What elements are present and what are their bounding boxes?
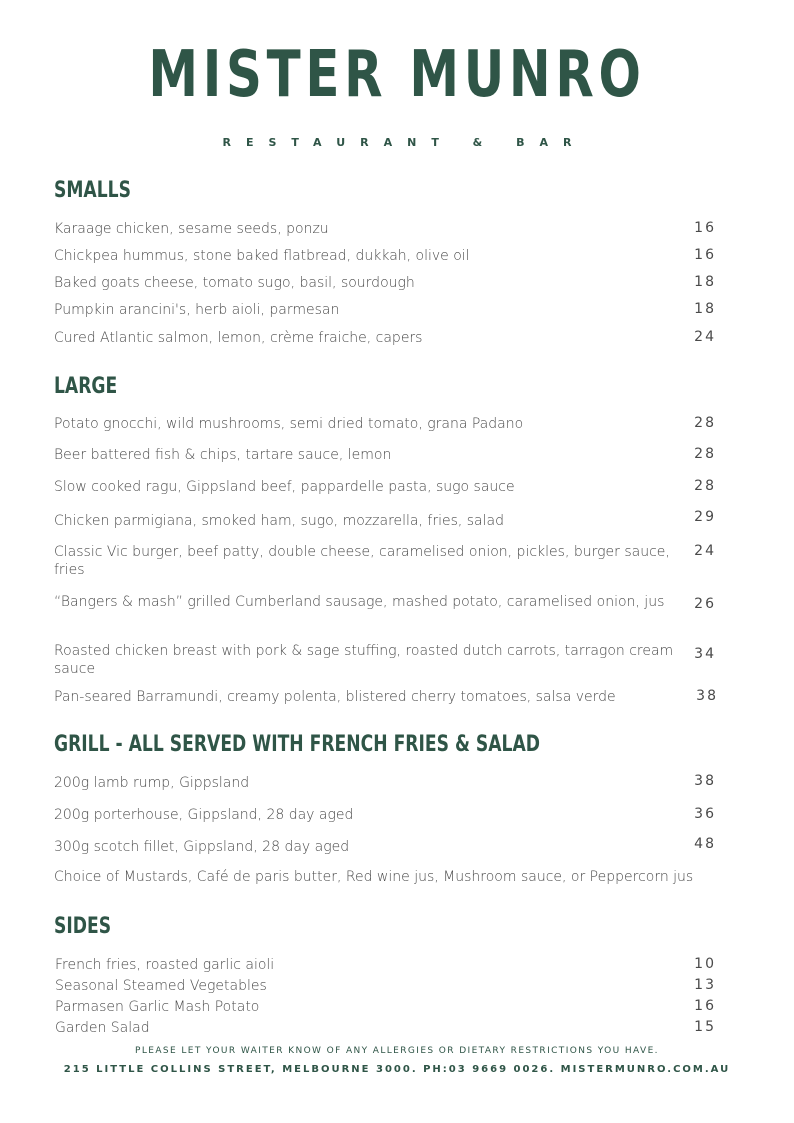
menu-item-name: Slow cooked ragu, Gippsland beef, pappardelle pasta, sugo sauce [54,479,515,495]
section-heading-smalls: SMALLS [54,178,131,203]
menu-item-name: Garden Salad [55,1020,150,1036]
menu-item-name: “Bangers & mash” grilled Cumberland sausage, mashed potato, caramelised onion, jus [54,594,665,610]
menu-item-name: Beer battered fish & chips, tartare sauce, lemon [54,447,392,463]
section-heading-grill [54,732,540,757]
grill-sauce-note: Choice of Mustards, Café de paris butter, Red wine jus, Mushroom sauce, or Peppercorn jus [54,869,694,885]
menu-item-name: French fries, roasted garlic aioli [55,957,275,973]
menu-item-price: 13 [694,977,716,993]
menu-item-name: Pan-seared Barramundi, creamy polenta, blistered cherry tomatoes, salsa verde [54,689,616,705]
menu-item-price: 24 [694,329,716,345]
menu-item-name: Karaage chicken, sesame seeds, ponzu [54,221,329,237]
menu-item-price: 29 [694,509,716,525]
menu-item-name: Potato gnocchi, wild mushrooms, semi dried tomato, grana Padano [54,416,524,432]
menu-item-price: 15 [694,1019,716,1035]
menu-item-price: 10 [694,956,716,972]
menu-item-price: 38 [696,688,718,704]
menu-item-name: Classic Vic burger, beef patty, double cheese, caramelised onion, pickles, burger sauce, fries [54,544,670,578]
menu-item-price: 16 [694,247,716,263]
menu-item-name: Pumpkin arancini's, herb aioli, parmesan [54,302,340,318]
menu-item-price: 26 [694,596,716,612]
menu-item-name: Cured Atlantic salmon, lemon, crème fraiche, capers [54,330,423,346]
menu-item-price: 28 [694,446,716,462]
menu-item-price: 28 [694,478,716,494]
menu-item-price: 18 [694,301,716,317]
section-heading-large: LARGE [54,374,118,399]
menu-item-price: 16 [694,998,716,1014]
menu-item-price: 24 [694,543,716,559]
menu-item-price: 16 [694,220,716,236]
menu-item-price: 36 [694,806,716,822]
menu-item-name: 200g porterhouse, Gippsland, 28 day aged [54,807,354,823]
address-contact-line: 215 LITTLE COLLINS STREET, MELBOURNE 3000. PH:03 9669 0026. MISTERMUNRO.COM.AU [63,1064,731,1075]
restaurant-tagline: RESTAURANT & BAR [222,136,587,149]
menu-item-price: 28 [694,415,716,431]
menu-item-name: 300g scotch fillet, Gippsland, 28 day aged [54,839,350,855]
menu-item-price: 18 [694,274,716,290]
menu-item-name: Seasonal Steamed Vegetables [55,978,267,994]
menu-item-name: Baked goats cheese, tomato sugo, basil, sourdough [54,275,415,291]
menu-item-name: Parmasen Garlic Mash Potato [55,999,260,1015]
grill-heading-title: GRILL [54,732,110,757]
allergy-notice: PLEASE LET YOUR WAITER KNOW OF ANY ALLERGIES OR DIETARY RESTRICTIONS YOU HAVE. [135,1046,659,1056]
section-heading-sides: SIDES [54,914,112,939]
grill-heading-subtitle: - ALL SERVED WITH FRENCH FRIES & SALAD [109,732,540,757]
menu-item-name: 200g lamb rump, Gippsland [54,775,250,791]
menu-item-name: Roasted chicken breast with pork & sage stuffing, roasted dutch carrots, tarragon cream sauce [54,643,674,677]
menu-item-price: 34 [694,646,716,662]
menu-item-name: Chicken parmigiana, smoked ham, sugo, mozzarella, fries, salad [54,513,504,529]
menu-item-price: 48 [694,836,716,852]
menu-item-price: 38 [694,773,716,789]
menu-item-name: Chickpea hummus, stone baked flatbread, dukkah, olive oil [54,248,470,264]
restaurant-logo-title: MISTER MUNRO [148,38,646,112]
